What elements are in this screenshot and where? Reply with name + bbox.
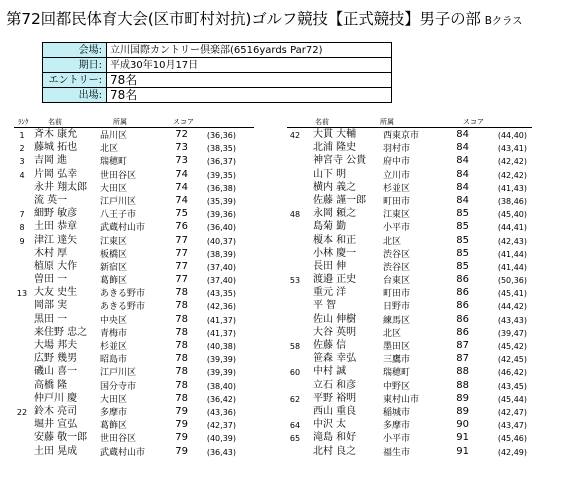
result-club: 杉並区: [383, 183, 411, 194]
result-club: 武蔵村山市: [100, 223, 146, 234]
result-name: 安藤 敬一郎: [34, 432, 88, 444]
result-rank: 62: [289, 394, 301, 404]
results-header: [287, 116, 532, 127]
page-title: [6, 7, 581, 31]
result-row: [287, 141, 532, 154]
result-club: 大田区: [100, 183, 128, 194]
venue-label: 会場:: [43, 43, 107, 58]
result-detail: (41,37): [206, 315, 236, 325]
result-detail: (45,42): [497, 342, 527, 351]
result-row: [287, 128, 532, 141]
result-name: 磯山 喜一: [34, 366, 78, 378]
result-row: [287, 181, 532, 194]
result-detail: (41,37): [206, 328, 236, 338]
result-score: 84: [456, 155, 469, 167]
result-name: 土田 晃成: [34, 445, 78, 457]
result-row: [14, 154, 254, 167]
result-score: 73: [175, 155, 188, 167]
result-club: 東村山市: [383, 394, 420, 405]
result-score: 86: [456, 300, 469, 312]
result-detail: (42,42): [497, 170, 527, 180]
result-score: 78: [175, 340, 188, 351]
result-row: [287, 247, 532, 260]
result-detail: (35,39): [206, 196, 236, 206]
result-club: 杉並区: [100, 342, 128, 352]
result-club: 多摩市: [100, 407, 128, 418]
result-score: 90: [456, 419, 469, 431]
result-name: 高橋 隆: [34, 379, 68, 391]
result-detail: (42,45): [497, 355, 527, 365]
result-club: 品川区: [100, 131, 128, 141]
result-club: 福生市: [383, 447, 411, 458]
header-name: 名前: [48, 118, 62, 126]
result-detail: (44,42): [497, 302, 527, 312]
result-club: 渋谷区: [383, 249, 411, 260]
result-name: 笹森 幸弘: [313, 353, 357, 365]
result-detail: (40,37): [206, 236, 236, 246]
result-score: 77: [175, 260, 188, 272]
result-row: [14, 299, 254, 312]
result-row: [14, 313, 254, 326]
result-row: [287, 365, 532, 378]
result-row: [14, 141, 254, 154]
result-club: 江戸川区: [100, 196, 137, 207]
result-club: 三鷹市: [383, 355, 411, 366]
result-detail: (41,43): [497, 183, 527, 193]
event-info-table: [42, 42, 392, 103]
result-row: [287, 299, 532, 312]
result-club: 中央区: [100, 315, 128, 326]
result-club: 西東京市: [383, 131, 420, 141]
result-name: 重元 洋: [313, 287, 347, 299]
result-club: 江戸川区: [100, 368, 137, 379]
result-score: 84: [456, 129, 469, 140]
result-club: 世田谷区: [100, 434, 137, 445]
result-detail: (39,39): [206, 355, 236, 365]
result-club: 日野市: [383, 302, 411, 313]
result-row: [14, 128, 254, 141]
result-club: 葛飾区: [100, 276, 128, 287]
result-name: 山下 明: [313, 168, 347, 180]
result-row: [14, 234, 254, 247]
result-row: [14, 431, 254, 444]
result-row: [287, 405, 532, 418]
results-right-column: [287, 116, 532, 458]
entry-value: 78名: [107, 73, 392, 88]
result-name: 佐藤 謹一郎: [313, 194, 367, 206]
result-name: 立石 和彦: [313, 379, 357, 391]
result-detail: (42,42): [497, 157, 527, 167]
players-label: 出場:: [43, 88, 107, 103]
result-name: 中沢 太: [313, 419, 347, 431]
result-club: 北区: [100, 144, 119, 155]
result-score: 84: [456, 194, 469, 206]
result-score: 79: [175, 419, 188, 431]
result-name: 佐山 伸樹: [313, 313, 357, 325]
result-detail: (45,41): [497, 289, 527, 299]
result-club: 板橋区: [100, 249, 128, 260]
result-row: [14, 273, 254, 286]
result-row: [287, 352, 532, 365]
result-detail: (43,35): [206, 289, 236, 299]
result-score: 77: [175, 247, 188, 259]
result-club: 北区: [383, 328, 402, 339]
result-rank: 64: [289, 421, 301, 431]
venue-value: 立川国際カントリー倶楽部(6516yards Par72): [107, 43, 392, 58]
result-name: 岡部 実: [34, 300, 68, 312]
result-club: 町田市: [383, 196, 411, 207]
result-row: [14, 418, 254, 431]
result-detail: (37,40): [206, 276, 236, 286]
result-club: 町田市: [383, 289, 411, 300]
result-row: [14, 392, 254, 405]
result-club: 中野区: [383, 381, 411, 392]
result-row: [287, 379, 532, 392]
result-name: 横内 義之: [313, 181, 357, 193]
result-detail: (42,49): [497, 447, 527, 457]
result-score: 77: [175, 234, 188, 246]
result-score: 87: [456, 340, 469, 351]
result-row: [287, 234, 532, 247]
result-row: [287, 418, 532, 431]
result-name: 仲戸川 慶: [34, 392, 78, 404]
header-rank: ﾗﾝｸ: [18, 118, 29, 126]
result-detail: (39,47): [497, 328, 527, 338]
result-club: 大田区: [100, 394, 128, 405]
result-club: あきる野市: [100, 289, 146, 300]
title-text: 第72回都民体育大会(区市町村対抗)ゴルフ競技【正式競技】男子の部: [6, 10, 481, 28]
result-club: 羽村市: [383, 144, 411, 155]
result-name: 中村 誠: [313, 366, 347, 378]
result-detail: (36,42): [206, 394, 236, 404]
result-name: 藤城 拓也: [34, 142, 78, 154]
result-score: 75: [175, 208, 188, 220]
result-detail: (38,40): [206, 381, 236, 391]
result-detail: (40,39): [206, 434, 236, 444]
header-score: スコア: [463, 118, 484, 126]
header-club: 所属: [380, 118, 394, 126]
result-score: 89: [456, 392, 469, 404]
result-name: 榎本 和正: [313, 234, 357, 246]
result-name: 神宮寺 公貴: [313, 155, 367, 167]
result-score: 79: [175, 445, 188, 457]
result-rank: 65: [289, 434, 301, 444]
result-detail: (41,44): [497, 262, 527, 272]
result-name: 片岡 弘幸: [34, 168, 78, 180]
result-rank: 22: [16, 407, 28, 417]
result-name: 永岡 頼之: [313, 208, 357, 220]
result-score: 84: [456, 142, 469, 154]
result-club: 江東区: [100, 236, 128, 247]
result-row: [287, 313, 532, 326]
result-score: 86: [456, 326, 469, 338]
result-score: 78: [175, 379, 188, 391]
result-name: 大場 邦夫: [34, 340, 78, 351]
results-list: [287, 127, 532, 458]
result-rank: 53: [289, 276, 301, 286]
result-club: 国分寺市: [100, 381, 137, 392]
result-name: 西山 重良: [313, 405, 357, 417]
result-rank: 13: [16, 289, 28, 299]
result-score: 85: [456, 247, 469, 259]
result-score: 78: [175, 287, 188, 299]
result-club: 練馬区: [383, 315, 411, 326]
result-score: 86: [456, 287, 469, 299]
header-score: スコア: [173, 118, 194, 126]
result-score: 78: [175, 326, 188, 338]
result-row: [287, 339, 532, 352]
result-row: [14, 365, 254, 378]
result-club: 世田谷区: [100, 170, 137, 181]
result-score: 85: [456, 234, 469, 246]
result-rank: 1: [19, 131, 25, 140]
result-detail: (43,41): [497, 144, 527, 154]
result-score: 84: [456, 168, 469, 180]
result-row: [14, 339, 254, 352]
result-rank: 48: [289, 210, 301, 220]
result-score: 88: [456, 379, 469, 391]
result-score: 78: [175, 300, 188, 312]
result-detail: (43,45): [497, 381, 527, 391]
result-score: 72: [175, 129, 188, 140]
result-score: 91: [456, 432, 469, 444]
result-club: 青梅市: [100, 328, 128, 339]
result-name: 滝島 和好: [313, 432, 357, 444]
result-detail: (43,43): [497, 315, 527, 325]
result-row: [14, 445, 254, 458]
result-score: 85: [456, 208, 469, 220]
result-name: 大友 史生: [34, 287, 78, 299]
result-name: 木村 厚: [34, 247, 68, 259]
result-rank: 58: [289, 342, 301, 351]
result-detail: (45,40): [497, 210, 527, 220]
result-name: 小林 慶一: [313, 247, 357, 259]
result-club: 台東区: [383, 276, 411, 287]
result-club: 葛飾区: [100, 421, 128, 432]
result-rank: 2: [19, 144, 25, 154]
result-name: 鈴木 亮司: [34, 405, 78, 417]
result-row: [14, 379, 254, 392]
result-score: 86: [456, 313, 469, 325]
result-detail: (50,36): [497, 276, 527, 286]
result-rank: 3: [19, 157, 25, 167]
result-row: [14, 326, 254, 339]
result-detail: (38,46): [497, 196, 527, 206]
result-row: [14, 181, 254, 194]
result-detail: (42,47): [497, 407, 527, 417]
result-score: 79: [175, 432, 188, 444]
result-score: 74: [175, 168, 188, 180]
result-row: [287, 260, 532, 273]
result-row: [287, 194, 532, 207]
result-detail: (43,36): [206, 407, 236, 417]
result-name: 黒田 一: [34, 313, 68, 325]
result-detail: (41,44): [497, 249, 527, 259]
result-name: 吉岡 進: [34, 155, 68, 167]
result-score: 76: [175, 221, 188, 233]
result-detail: (40,38): [206, 342, 236, 351]
result-club: 渋谷区: [383, 262, 411, 273]
class-label: Bクラス: [484, 15, 523, 27]
date-value: 平成30年10月17日: [107, 58, 392, 73]
result-name: 曽田 一: [34, 274, 68, 286]
result-score: 91: [456, 445, 469, 457]
result-score: 78: [175, 313, 188, 325]
result-name: 細野 敏彦: [34, 208, 78, 220]
result-row: [287, 326, 532, 339]
result-detail: (36,37): [206, 157, 236, 167]
result-club: 立川市: [383, 170, 411, 181]
result-detail: (44,41): [497, 223, 527, 233]
result-score: 78: [175, 366, 188, 378]
result-name: 島菊 勤: [313, 221, 347, 233]
result-name: 広野 幾男: [34, 353, 78, 365]
result-row: [14, 260, 254, 273]
result-score: 89: [456, 405, 469, 417]
result-score: 74: [175, 181, 188, 193]
result-name: 堀井 宣弘: [34, 419, 78, 431]
result-row: [287, 431, 532, 444]
result-club: 稲城市: [383, 407, 411, 418]
result-detail: (36,36): [206, 131, 236, 140]
result-detail: (42,37): [206, 421, 236, 431]
result-name: 大谷 英明: [313, 326, 357, 338]
players-value: 78名: [107, 88, 392, 103]
result-detail: (44,40): [497, 131, 527, 140]
result-row: [287, 207, 532, 220]
result-club: 八王子市: [100, 210, 137, 221]
result-detail: (39,39): [206, 368, 236, 378]
result-name: 来住野 忠之: [34, 326, 88, 338]
result-club: 昭島市: [100, 355, 128, 366]
result-club: 江東区: [383, 210, 411, 221]
result-name: 平 智: [313, 300, 337, 312]
result-detail: (45,44): [497, 394, 527, 404]
result-detail: (45,46): [497, 434, 527, 444]
result-name: 斉木 康允: [34, 129, 78, 140]
results-header: [14, 116, 254, 127]
result-club: 瑞穂町: [383, 368, 411, 379]
result-club: あきる野市: [100, 302, 146, 313]
result-name: 土田 恭章: [34, 221, 78, 233]
result-club: 瑞穂町: [100, 157, 128, 168]
result-row: [287, 273, 532, 286]
result-name: 北村 良之: [313, 445, 357, 457]
result-club: 墨田区: [383, 342, 411, 352]
result-rank: 4: [19, 170, 25, 180]
result-row: [14, 207, 254, 220]
result-score: 88: [456, 366, 469, 378]
result-row: [14, 194, 254, 207]
result-row: [14, 405, 254, 418]
result-row: [287, 286, 532, 299]
result-row: [287, 168, 532, 181]
result-name: 大貫 大輔: [313, 129, 357, 140]
result-detail: (36,43): [206, 447, 236, 457]
result-score: 77: [175, 274, 188, 286]
result-name: 流 英一: [34, 194, 68, 206]
result-detail: (46,42): [497, 368, 527, 378]
result-detail: (36,38): [206, 183, 236, 193]
result-name: 北浦 隆史: [313, 142, 357, 154]
result-detail: (38,35): [206, 144, 236, 154]
result-club: 小平市: [383, 434, 411, 445]
result-row: [287, 445, 532, 458]
date-label: 期日:: [43, 58, 107, 73]
result-score: 74: [175, 194, 188, 206]
result-name: 渡邉 正史: [313, 274, 357, 286]
result-row: [14, 286, 254, 299]
result-row: [14, 220, 254, 233]
result-detail: (42,36): [206, 302, 236, 312]
result-score: 85: [456, 260, 469, 272]
result-club: 府中市: [383, 157, 411, 168]
result-detail: (38,39): [206, 249, 236, 259]
result-row: [14, 247, 254, 260]
result-row: [14, 352, 254, 365]
result-score: 78: [175, 353, 188, 365]
result-detail: (42,43): [497, 236, 527, 246]
result-detail: (39,36): [206, 210, 236, 220]
result-club: 新宿区: [100, 262, 128, 273]
result-name: 植原 大作: [34, 260, 78, 272]
result-rank: 7: [19, 210, 25, 220]
result-row: [287, 220, 532, 233]
result-club: 北区: [383, 236, 402, 247]
result-rank: 9: [19, 236, 25, 246]
result-detail: (39,35): [206, 170, 236, 180]
entry-label: エントリー:: [43, 73, 107, 88]
result-score: 87: [456, 353, 469, 365]
result-rank: 42: [289, 131, 301, 140]
result-detail: (36,40): [206, 223, 236, 233]
result-detail: (37,40): [206, 262, 236, 272]
result-rank: 8: [19, 223, 25, 233]
result-name: 佐藤 信: [313, 340, 347, 351]
result-score: 78: [175, 392, 188, 404]
result-name: 平野 裕明: [313, 392, 357, 404]
result-club: 武蔵村山市: [100, 447, 146, 458]
result-row: [14, 168, 254, 181]
result-name: 津江 達矢: [34, 234, 78, 246]
result-row: [287, 392, 532, 405]
result-club: 小平市: [383, 223, 411, 234]
header-club: 所属: [113, 118, 127, 126]
result-score: 73: [175, 142, 188, 154]
result-name: 長田 伸: [313, 260, 347, 272]
result-club: 多摩市: [383, 421, 411, 432]
result-row: [287, 154, 532, 167]
result-score: 79: [175, 405, 188, 417]
result-score: 86: [456, 274, 469, 286]
header-name: 名前: [315, 118, 329, 126]
results-list: [14, 127, 254, 458]
results-left-column: [14, 116, 254, 458]
result-score: 84: [456, 181, 469, 193]
result-name: 永井 翔太郎: [34, 181, 88, 193]
result-rank: 60: [289, 368, 301, 378]
result-detail: (43,47): [497, 421, 527, 431]
result-score: 85: [456, 221, 469, 233]
